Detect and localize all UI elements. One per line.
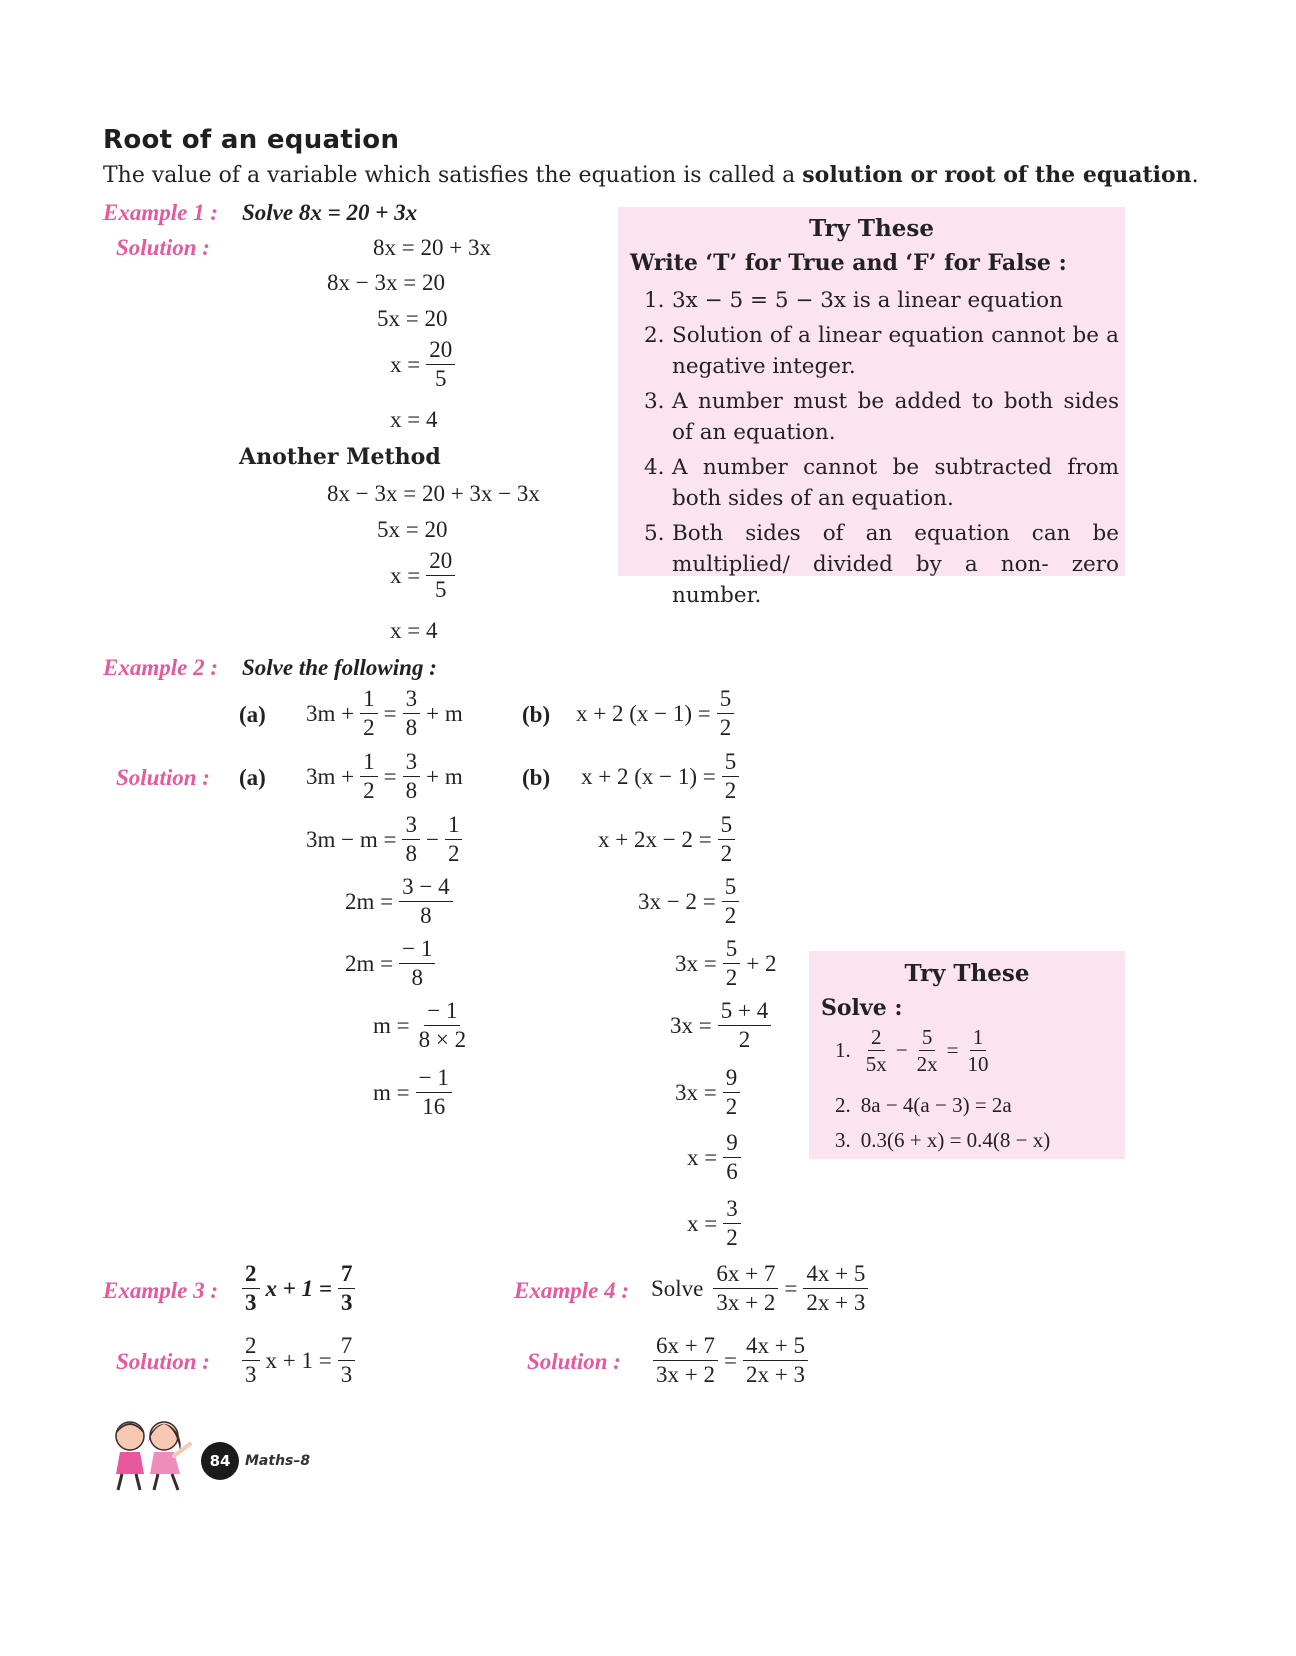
ex2-sol-b-label: (b) [522,765,551,790]
example1-problem [242,200,417,226]
fraction [445,813,463,866]
term: x + 2 (x − 1) = [576,700,711,726]
term: 3x = [675,1079,717,1105]
ex1-line-2: 8x − 3x = 20 [327,270,445,295]
den: 3 [245,1290,257,1316]
den: 10 [967,1052,989,1077]
fraction [242,1334,260,1387]
num: 7 [338,1334,356,1361]
den: 2 [724,778,737,804]
ex1-line-5: x = 4 [390,407,438,432]
fraction [723,1066,741,1119]
term: x = [687,1210,718,1236]
item-text: A number cannot be subtracted from both sides of an equation. [672,455,1119,511]
num: − 1 [424,999,460,1026]
fraction [416,999,469,1052]
fraction [399,875,452,928]
sol-a-line-5 [373,999,471,1052]
fraction [338,1334,356,1387]
den: 8 [420,903,432,929]
example1-solve-word: Solve [242,200,294,225]
fraction [717,687,735,740]
example2-solution-label: Solution : [116,765,210,790]
term: + m [426,700,463,726]
fraction [722,875,740,928]
example1-problem-math: 8x = 20 + 3x [298,200,418,225]
den: 3x + 2 [716,1290,776,1316]
num: 4x + 5 [803,1262,868,1289]
num: 3 [403,687,421,714]
solve-word: Solve [651,1275,704,1301]
den: 2x + 3 [745,1362,805,1388]
item-text: A number must be added to both sides of an equation. [672,389,1119,445]
page-title: Root of an equation [103,125,400,155]
example4-solution-label: Solution : [527,1349,621,1374]
den: 8 [405,841,417,867]
example3-solution-label: Solution : [116,1349,210,1374]
equals: = [723,1347,737,1373]
example2-label: Example 2 : [103,655,218,680]
num: 3 [403,750,421,777]
sol-b-line-7 [687,1131,743,1184]
list-item [644,452,1119,514]
den: 3 [245,1362,257,1388]
try-these-box-2 [809,951,1125,1159]
den: 8 [405,715,418,741]
try-these-subtitle-2: Solve : [821,995,903,1021]
sol-b-line-1 [581,750,741,803]
item-text: 0.3(6 + x) = 0.4(8 − x) [860,1128,1051,1152]
term: m = [373,1012,410,1038]
num: 2 [242,1262,260,1289]
item-number: 1. [835,1038,851,1063]
item-text: 8a − 4(a − 3) = 2a [860,1093,1012,1117]
fraction [338,1262,356,1315]
num: 3 [723,1197,741,1224]
fraction [723,1197,741,1250]
fraction [743,1334,808,1387]
den: 3x + 2 [656,1362,715,1388]
den: 8 × 2 [418,1027,467,1053]
minus: − [895,1038,908,1063]
num: 5 [718,813,736,840]
item-number: 3. [644,389,665,414]
fraction [403,750,421,803]
alt-line-2: 5x = 20 [377,517,448,542]
example4-problem [651,1262,870,1315]
intro-text: The value of a variable which satisfies the equation is called a [103,163,803,188]
fraction [653,1334,718,1387]
term: 3x = [675,950,717,976]
intro-paragraph [103,162,1199,188]
den: 3 [340,1362,353,1388]
alt-frac-num: 20 [426,549,455,576]
equals: = [383,700,397,726]
item-number: 3. [835,1128,851,1152]
num: 6x + 7 [653,1334,718,1361]
alt-x-eq: x = [390,562,421,588]
den: 3 [340,1290,353,1316]
den: 16 [422,1094,446,1120]
fraction [402,813,420,866]
ex1-line-1: 8x = 20 + 3x [373,235,491,260]
term: + m [426,763,463,789]
ex1-fraction [426,338,455,391]
num: 3 − 4 [399,875,452,902]
try-these-box-1 [618,207,1125,608]
term: x = [687,1144,718,1170]
example1-label: Example 1 : [103,200,218,225]
item-number: 2. [835,1093,851,1117]
num: 5 + 4 [718,999,771,1026]
term: x + 1 = [265,1347,332,1373]
ex1-line-3: 5x = 20 [377,306,448,331]
sol-a-line-1 [306,750,463,803]
sol-a-line-6 [373,1066,454,1119]
example1-solution-label: Solution : [116,235,210,260]
num: 2 [868,1026,885,1051]
ex2-part-a-label: (a) [239,702,266,727]
list-item [644,320,1119,382]
alt-fraction [426,549,455,602]
item-text: Both sides of an equation can be multiplied/ divided by a non- zero number. [672,521,1119,608]
example2-problem: Solve the following : [242,655,437,680]
den: 2 [720,841,733,867]
ex2-sol-a-label: (a) [239,765,266,790]
example3-problem [240,1262,357,1315]
another-method-heading: Another Method [239,444,441,470]
fraction [403,687,421,740]
den: 2 [726,1225,738,1251]
sol-b-line-6 [675,1066,742,1119]
sol-b-line-2 [598,813,737,866]
list-item [644,386,1119,448]
equals: = [946,1038,959,1063]
num: − 1 [399,937,435,964]
term: x + 1 = [265,1275,332,1301]
try2-item-2 [835,1093,1012,1118]
book-title: Maths–8 [245,1453,311,1469]
fraction [722,750,740,803]
list-item [644,518,1119,611]
try-these-list-1 [644,285,1119,611]
intro-bold: solution or root of the equation [802,162,1192,188]
den: 5x [865,1052,887,1077]
num: − 1 [416,1066,452,1093]
fraction [863,1026,890,1075]
fraction [399,937,435,990]
term: x + 2x − 2 = [598,826,712,852]
alt-frac-den: 5 [434,577,447,603]
item-number: 4. [644,455,665,480]
term: 3m + [306,700,355,726]
fraction [723,937,741,990]
page-number-badge: 84 [201,1442,239,1480]
term: + 2 [746,950,777,976]
num: 1 [360,750,378,777]
sol-a-line-4 [345,937,437,990]
fraction [914,1026,941,1075]
example3-solution-line [240,1334,357,1387]
term: 3x − 2 = [638,888,716,914]
den: 2 [363,778,375,804]
den: 2 [719,715,732,741]
den: 2x [916,1052,938,1077]
den: 6 [726,1159,738,1185]
fraction [713,1262,778,1315]
ex2-problem-b [576,687,736,740]
sol-a-line-2 [306,813,464,866]
term: 2m = [345,888,394,914]
num: 1 [360,687,378,714]
fraction [964,1026,991,1075]
ex1-x-eq: x = [390,351,421,377]
den: 2 [447,841,460,867]
term: 3m + [306,763,355,789]
num: 9 [723,1066,741,1093]
den: 8 [405,778,418,804]
term: 2m = [345,950,394,976]
equals: = [784,1275,798,1301]
num: 5 [722,875,740,902]
alt-line-3 [390,549,457,602]
example4-solution-line [651,1334,810,1387]
ex2-part-b-label: (b) [522,702,551,727]
try-these-subtitle-1: Write ‘T’ for True and ‘F’ for False : [630,250,1067,276]
den: 2 [725,1094,738,1120]
num: 7 [338,1262,356,1289]
item-number: 2. [644,323,665,348]
den: 2 [725,965,738,991]
sol-b-line-5 [670,999,773,1052]
term: 3m − m = [306,826,397,852]
num: 5 [919,1026,936,1051]
try2-item-1 [835,1026,993,1075]
fraction [416,1066,452,1119]
minus: − [425,826,439,852]
try2-item-3 [835,1128,1050,1153]
fraction [360,750,378,803]
den: 8 [411,965,423,991]
den: 2 [738,1027,751,1053]
try-these-title-2: Try These [904,960,1030,987]
term: 3x = [670,1012,712,1038]
num: 4x + 5 [743,1334,808,1361]
num: 5 [722,750,740,777]
num: 5 [723,937,741,964]
sol-b-line-4 [675,937,776,990]
num: 1 [970,1026,987,1051]
item-number: 5. [644,521,665,546]
intro-end: . [1191,163,1199,188]
sol-b-line-3 [638,875,741,928]
example4-label: Example 4 : [514,1278,629,1303]
den: 2x + 3 [806,1290,866,1316]
ex1-line-4 [390,338,457,391]
fraction [718,813,736,866]
term: x + 2 (x − 1) = [581,763,716,789]
num: 1 [445,813,463,840]
den: 2 [363,715,375,741]
fraction [718,999,771,1052]
num: 3 [402,813,420,840]
item-text: Solution of a linear equation cannot be a negative integer. [672,323,1119,379]
item-number: 1. [644,288,665,313]
try-these-title-1: Try These [809,215,934,242]
ex2-problem-a [306,687,463,740]
den: 2 [724,903,737,929]
ex1-frac-den: 5 [434,366,447,392]
fraction [242,1262,260,1315]
fraction [803,1262,868,1315]
kids-mascot-icon [100,1414,196,1494]
ex1-frac-num: 20 [426,338,455,365]
item-text: 3x − 5 = 5 − 3x is a linear equation [672,288,1063,313]
sol-b-line-8 [687,1197,743,1250]
example3-label: Example 3 : [103,1278,218,1303]
equals: = [383,763,397,789]
term: m = [373,1079,410,1105]
alt-line-4: x = 4 [390,618,438,643]
num: 5 [717,687,735,714]
list-item [644,285,1119,316]
sol-a-line-3 [345,875,455,928]
num: 9 [723,1131,741,1158]
fraction [723,1131,741,1184]
num: 2 [242,1334,260,1361]
fraction [360,687,378,740]
alt-line-1: 8x − 3x = 20 + 3x − 3x [327,481,540,506]
num: 6x + 7 [713,1262,778,1289]
